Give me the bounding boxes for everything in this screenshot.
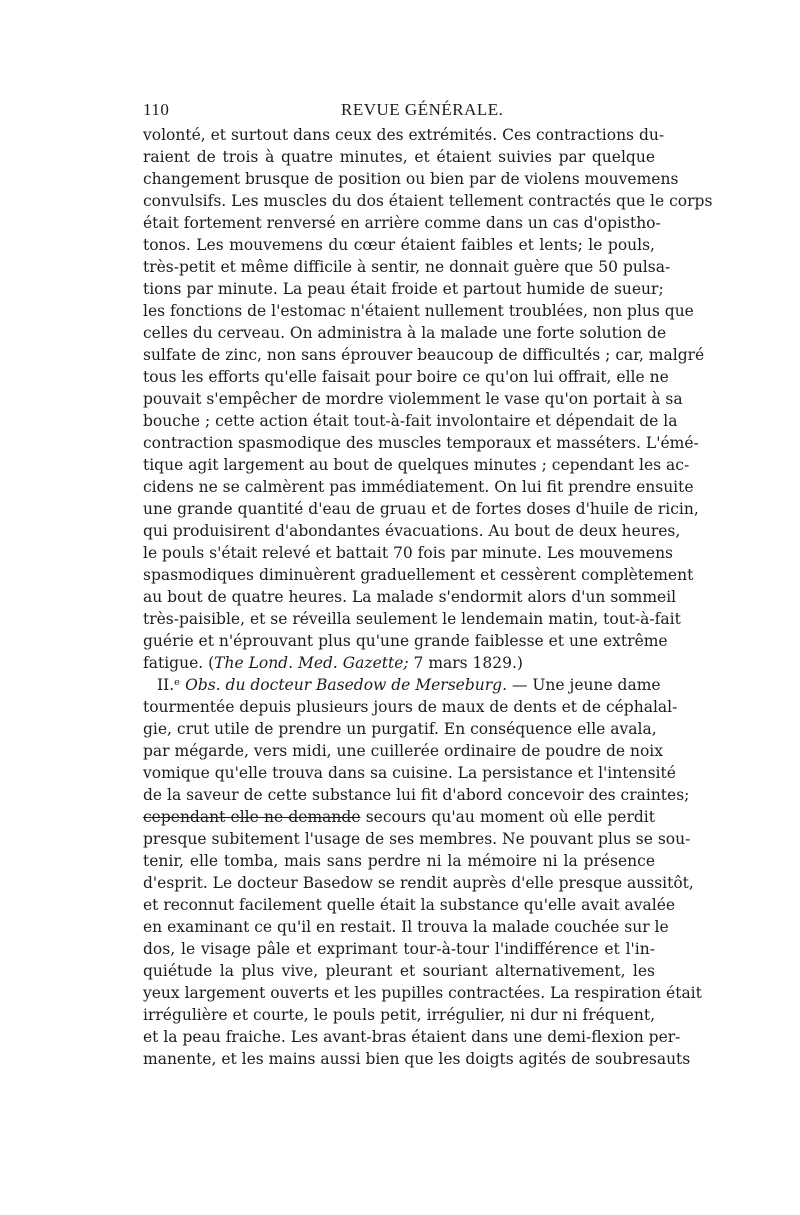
text-line: contraction spasmodique des muscles temporaux et masséters. L'émé- [143,434,699,452]
text-line: raient de trois à quatre minutes, et étaient suivies par quelque [143,148,655,166]
citation-suffix: 7 mars 1829.) [408,654,523,672]
observation-title: Obs. du docteur Basedow de Merseburg. [185,676,508,694]
text-line: tous les efforts qu'elle faisait pour boire ce qu'on lui offrait, elle ne [143,368,669,386]
text-line: de la saveur de cette substance lui fit d'abord concevoir des craintes; [143,786,690,804]
text-line: très-petit et même difficile à sentir, ne donnait guère que 50 pulsa- [143,258,671,276]
text-line: gie, crut utile de prendre un purgatif. En conséquence elle avala, [143,720,657,738]
text-line: manente, et les mains aussi bien que les doigts agités de soubresauts [143,1050,691,1068]
struck-text: cependant elle ne demande [143,808,361,826]
text-line: et la peau fraiche. Les avant-bras étaient dans une demi-flexion per- [143,1028,681,1046]
text-line: changement brusque de position ou bien par de violens mouvemens [143,170,679,188]
text-line: volonté, et surtout dans ceux des extrémités. Ces contractions du- [143,126,665,144]
text-line: pouvait s'empêcher de mordre violemment le vase qu'on portait à sa [143,390,683,408]
running-title: REVUE GÉNÉRALE. [341,100,504,119]
text-line: bouche ; cette action était tout-à-fait involontaire et dépendait de la [143,412,678,430]
page-number: 110 [143,100,170,119]
text-line: dos, le visage pâle et exprimant tour-à-tour l'indifférence et l'in- [143,940,655,958]
text-line: une grande quantité d'eau de gruau et de fortes doses d'huile de ricin, [143,500,699,518]
observation-heading-line [143,674,661,696]
struck-text-line [143,806,655,828]
text-line: et reconnut facilement quelle était la substance qu'elle avait avalée [143,896,676,914]
text-line: d'esprit. Le docteur Basedow se rendit auprès d'elle presque aussitôt, [143,874,694,892]
text-line: convulsifs. Les muscles du dos étaient tellement contractés que le corps [143,192,713,210]
text-line: par mégarde, vers midi, une cuillerée ordinaire de poudre de noix [143,742,663,760]
text-line: presque subitement l'usage de ses membres. Ne pouvant plus se sou- [143,830,691,848]
text-line: sulfate de zinc, non sans éprouver beaucoup de difficultés ; car, malgré [143,346,705,364]
text-line: les fonctions de l'estomac n'étaient nullement troublées, non plus que [143,302,694,320]
text-line: tourmentée depuis plusieurs jours de maux de dents et de céphalal- [143,698,678,716]
text-line: yeux largement ouverts et les pupilles contractées. La respiration était [143,984,702,1002]
text-line: celles du cerveau. On administra à la malade une forte solution de [143,324,667,342]
observation-first-line: — Une jeune dame [507,676,661,694]
text-line: quiétude la plus vive, pleurant et souriant alternativement, les [143,962,655,980]
text-line: tique agit largement au bout de quelques minutes ; cependant les ac- [143,456,690,474]
citation-line [143,652,655,674]
citation-prefix: fatigue. ( [143,654,215,672]
text-line: tenir, elle tomba, mais sans perdre ni la mémoire ni la présence [143,852,655,870]
citation-journal: The Lond. Med. Gazette; [214,654,409,672]
text-line-rest: secours qu'au moment où elle perdit [360,808,655,826]
text-line: tonos. Les mouvemens du cœur étaient faibles et lents; le pouls, [143,236,655,254]
text-line: le pouls s'était relevé et battait 70 fois par minute. Les mouvemens [143,544,674,562]
text-line: au bout de quatre heures. La malade s'endormit alors d'un sommeil [143,588,677,606]
text-line: était fortement renversé en arrière comme dans un cas d'opistho- [143,214,661,232]
text-line: tions par minute. La peau était froide et partout humide de sueur; [143,280,664,298]
text-line: très-paisible, et se réveilla seulement le lendemain matin, tout-à-fait [143,610,681,628]
text-line: qui produisirent d'abondantes évacuations. Au bout de deux heures, [143,522,681,540]
text-line: cidens ne se calmèrent pas immédiatement. On lui fit prendre ensuite [143,478,694,496]
observation-number: II.ᵉ [157,676,186,694]
text-line: guérie et n'éprouvant plus qu'une grande faiblesse et une extrême [143,632,668,650]
text-line: spasmodiques diminuèrent graduellement et cessèrent complètement [143,566,694,584]
text-line: vomique qu'elle trouva dans sa cuisine. La persistance et l'intensité [143,764,676,782]
text-line: irrégulière et courte, le pouls petit, irrégulier, ni dur ni fréquent, [143,1006,655,1024]
text-line: en examinant ce qu'il en restait. Il trouva la malade couchée sur le [143,918,669,936]
body-text [143,124,713,1070]
